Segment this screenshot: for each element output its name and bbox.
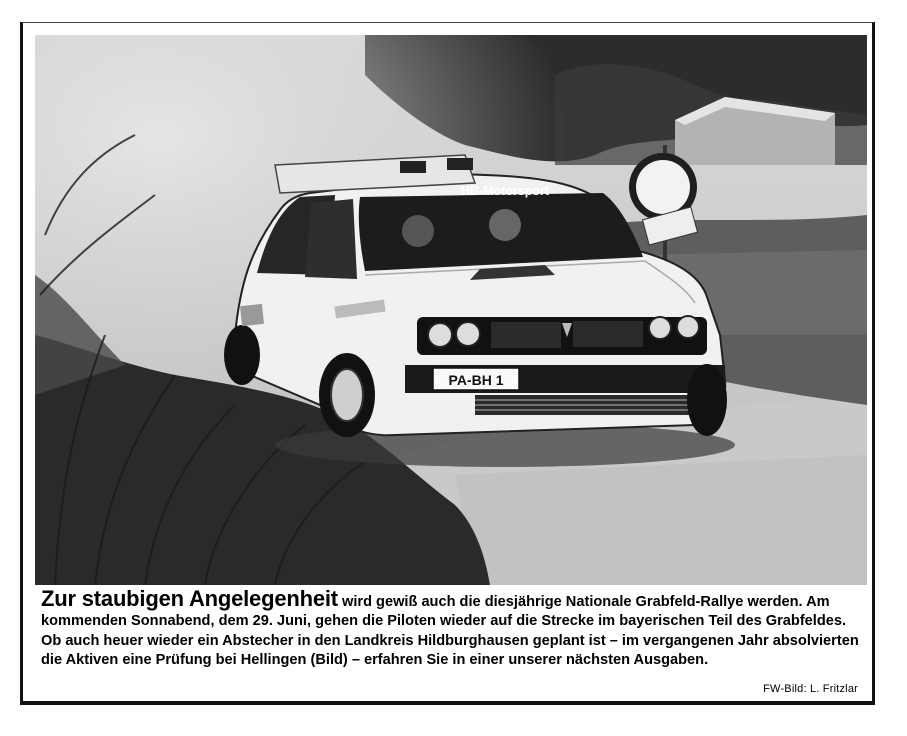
caption-headline: Zur staubigen Angelegenheit xyxy=(41,586,338,611)
newspaper-clipping xyxy=(20,22,875,705)
license-plate-text: PA-BH 1 xyxy=(448,372,504,388)
windshield-banner-text: HB-Motorsport xyxy=(460,184,550,198)
photo-caption xyxy=(41,586,866,671)
caption-body: wird gewiß auch die diesjährige Nationale Grabfeld-Rallye werden. Am kommenden Sonnabend, dem 29. Juni, gehen die Piloten wieder auf die Strecke im bayerischen Teil des Grabfeldes. Ob auch heuer wieder ein Abstecher in den Landkreis Hildburghausen geplant ist – im vergangenen Jahr absolvierten die Aktiven eine Prüfung bei Hellingen (Bild) – erfahren Sie in einer unserer nächsten Ausgaben. xyxy=(41,594,859,669)
photo-credit: FW-Bild: L. Fritzlar xyxy=(763,683,858,695)
rally-car-photo xyxy=(35,35,867,585)
